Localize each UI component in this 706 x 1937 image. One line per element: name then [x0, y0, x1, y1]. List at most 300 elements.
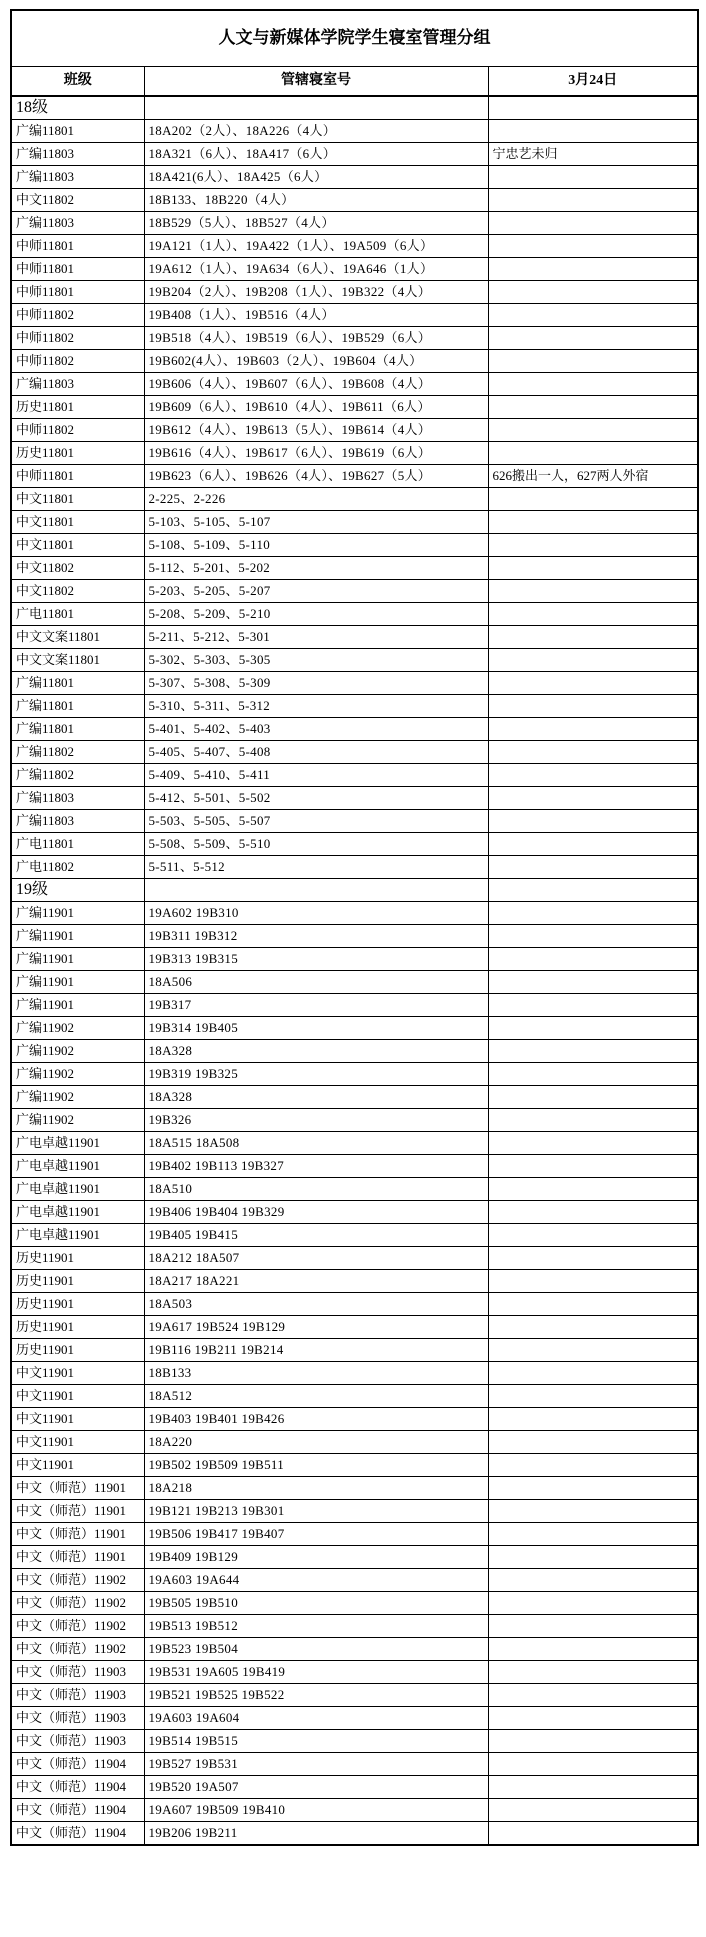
table-row	[11, 1201, 698, 1224]
rooms-cell: 19B317	[144, 994, 488, 1017]
table-row	[11, 764, 698, 787]
note-cell	[488, 626, 698, 649]
rooms-cell: 19B609（6人）、19B610（4人）、19B611（6人）	[144, 396, 488, 419]
class-cell: 历史11901	[11, 1316, 144, 1339]
class-cell: 中文（师范）11903	[11, 1661, 144, 1684]
rooms-cell: 19B527 19B531	[144, 1753, 488, 1776]
table-row	[11, 1500, 698, 1523]
class-cell: 中师11801	[11, 281, 144, 304]
rooms-cell: 18A515 18A508	[144, 1132, 488, 1155]
table-row	[11, 1132, 698, 1155]
table-row	[11, 1017, 698, 1040]
note-cell	[488, 1224, 698, 1247]
class-cell: 中文11901	[11, 1385, 144, 1408]
note-cell	[488, 1155, 698, 1178]
table-row	[11, 1408, 698, 1431]
table-row	[11, 626, 698, 649]
page-title: 人文与新媒体学院学生寝室管理分组	[11, 10, 698, 67]
rooms-cell: 19B521 19B525 19B522	[144, 1684, 488, 1707]
rooms-cell: 18A503	[144, 1293, 488, 1316]
class-cell: 广编11802	[11, 741, 144, 764]
table-row	[11, 281, 698, 304]
table-row	[11, 1155, 698, 1178]
table-row	[11, 1753, 698, 1776]
note-cell	[488, 695, 698, 718]
class-cell: 中师11802	[11, 304, 144, 327]
rooms-cell: 5-112、5-201、5-202	[144, 557, 488, 580]
section-label: 18级	[11, 96, 144, 120]
table-row	[11, 1546, 698, 1569]
note-cell	[488, 350, 698, 373]
rooms-cell: 19B204（2人）、19B208（1人）、19B322（4人）	[144, 281, 488, 304]
note-cell	[488, 1362, 698, 1385]
rooms-cell: 18A328	[144, 1040, 488, 1063]
table-row	[11, 580, 698, 603]
table-row	[11, 258, 698, 281]
note-cell	[488, 235, 698, 258]
class-cell: 广编11802	[11, 764, 144, 787]
note-cell	[488, 419, 698, 442]
note-cell	[488, 1776, 698, 1799]
table-row	[11, 534, 698, 557]
class-cell: 中文（师范）11902	[11, 1592, 144, 1615]
class-cell: 中师11802	[11, 350, 144, 373]
rooms-cell: 18B529（5人）、18B527（4人）	[144, 212, 488, 235]
class-cell: 广编11902	[11, 1109, 144, 1132]
class-cell: 中文11801	[11, 488, 144, 511]
table-row	[11, 1362, 698, 1385]
note-cell	[488, 994, 698, 1017]
note-cell	[488, 258, 698, 281]
rooms-cell: 18A506	[144, 971, 488, 994]
rooms-cell: 19B116 19B211 19B214	[144, 1339, 488, 1362]
note-cell	[488, 120, 698, 143]
table-row	[11, 603, 698, 626]
note-cell: 626搬出一人，627两人外宿	[488, 465, 698, 488]
note-cell	[488, 787, 698, 810]
rooms-cell: 18A510	[144, 1178, 488, 1201]
note-cell	[488, 1408, 698, 1431]
rooms-cell: 19B616（4人）、19B617（6人）、19B619（6人）	[144, 442, 488, 465]
rooms-cell: 5-203、5-205、5-207	[144, 580, 488, 603]
class-cell: 中文（师范）11901	[11, 1477, 144, 1500]
section-rooms-empty	[144, 879, 488, 902]
class-cell: 中文（师范）11903	[11, 1684, 144, 1707]
table-row	[11, 1569, 698, 1592]
rooms-cell: 18A328	[144, 1086, 488, 1109]
note-cell	[488, 1753, 698, 1776]
note-cell	[488, 442, 698, 465]
class-cell: 历史11901	[11, 1270, 144, 1293]
class-cell: 中师11802	[11, 419, 144, 442]
note-cell	[488, 304, 698, 327]
document-page	[10, 9, 699, 1846]
table-row	[11, 856, 698, 879]
table-row	[11, 1776, 698, 1799]
class-cell: 历史11901	[11, 1247, 144, 1270]
note-cell	[488, 1431, 698, 1454]
col-header-date: 3月24日	[488, 67, 698, 97]
dorm-management-table	[10, 9, 699, 1846]
note-cell	[488, 281, 698, 304]
class-cell: 中文（师范）11903	[11, 1707, 144, 1730]
class-cell: 广电11802	[11, 856, 144, 879]
table-row	[11, 1339, 698, 1362]
note-cell	[488, 902, 698, 925]
rooms-cell: 5-401、5-402、5-403	[144, 718, 488, 741]
class-cell: 广编11902	[11, 1063, 144, 1086]
note-cell: 宁忠艺未归	[488, 143, 698, 166]
table-row	[11, 143, 698, 166]
class-cell: 广编11803	[11, 212, 144, 235]
class-cell: 中文11901	[11, 1408, 144, 1431]
class-cell: 广编11901	[11, 902, 144, 925]
table-row	[11, 1178, 698, 1201]
rooms-cell: 5-508、5-509、5-510	[144, 833, 488, 856]
class-cell: 中文（师范）11901	[11, 1523, 144, 1546]
class-cell: 广编11803	[11, 810, 144, 833]
table-row	[11, 994, 698, 1017]
note-cell	[488, 971, 698, 994]
rooms-cell: 19B405 19B415	[144, 1224, 488, 1247]
class-cell: 广编11902	[11, 1017, 144, 1040]
rooms-cell: 19B408（1人）、19B516（4人）	[144, 304, 488, 327]
table-row	[11, 327, 698, 350]
table-row	[11, 971, 698, 994]
class-cell: 中文11802	[11, 580, 144, 603]
note-cell	[488, 948, 698, 971]
note-cell	[488, 1040, 698, 1063]
class-cell: 中师11801	[11, 465, 144, 488]
rooms-cell: 19B326	[144, 1109, 488, 1132]
table-row	[11, 350, 698, 373]
class-cell: 历史11901	[11, 1293, 144, 1316]
class-cell: 中文文案11801	[11, 649, 144, 672]
table-row	[11, 166, 698, 189]
note-cell	[488, 1500, 698, 1523]
class-cell: 中师11801	[11, 258, 144, 281]
rooms-cell: 19B612（4人）、19B613（5人）、19B614（4人）	[144, 419, 488, 442]
class-cell: 广编11901	[11, 948, 144, 971]
rooms-cell: 18A217 18A221	[144, 1270, 488, 1293]
rooms-cell: 19A602 19B310	[144, 902, 488, 925]
table-row	[11, 304, 698, 327]
note-cell	[488, 1707, 698, 1730]
rooms-cell: 19A603 19A644	[144, 1569, 488, 1592]
note-cell	[488, 1063, 698, 1086]
note-cell	[488, 1661, 698, 1684]
table-row	[11, 1592, 698, 1615]
note-cell	[488, 856, 698, 879]
rooms-cell: 5-503、5-505、5-507	[144, 810, 488, 833]
table-row	[11, 235, 698, 258]
table-row	[11, 1270, 698, 1293]
class-cell: 中文（师范）11901	[11, 1546, 144, 1569]
class-cell: 广编11801	[11, 718, 144, 741]
note-cell	[488, 580, 698, 603]
table-row	[11, 1615, 698, 1638]
class-cell: 广编11902	[11, 1086, 144, 1109]
rooms-cell: 18A421(6人）、18A425（6人）	[144, 166, 488, 189]
note-cell	[488, 741, 698, 764]
col-header-rooms: 管辖寝室号	[144, 67, 488, 97]
table-row	[11, 212, 698, 235]
rooms-cell: 19B403 19B401 19B426	[144, 1408, 488, 1431]
section-rooms-empty	[144, 96, 488, 120]
note-cell	[488, 672, 698, 695]
table-row	[11, 1477, 698, 1500]
class-cell: 中文（师范）11904	[11, 1822, 144, 1846]
class-cell: 广编11902	[11, 1040, 144, 1063]
class-cell: 中文（师范）11901	[11, 1500, 144, 1523]
header-row	[11, 67, 698, 97]
rooms-cell: 19B606（4人）、19B607（6人）、19B608（4人）	[144, 373, 488, 396]
table-row	[11, 396, 698, 419]
note-cell	[488, 810, 698, 833]
section-note-empty	[488, 96, 698, 120]
rooms-cell: 19A607 19B509 19B410	[144, 1799, 488, 1822]
table-row	[11, 442, 698, 465]
class-cell: 中文（师范）11904	[11, 1753, 144, 1776]
note-cell	[488, 764, 698, 787]
note-cell	[488, 1454, 698, 1477]
rooms-cell: 19B206 19B211	[144, 1822, 488, 1846]
rooms-cell: 19A121（1人）、19A422（1人）、19A509（6人）	[144, 235, 488, 258]
rooms-cell: 5-307、5-308、5-309	[144, 672, 488, 695]
note-cell	[488, 1316, 698, 1339]
rooms-cell: 2-225、2-226	[144, 488, 488, 511]
class-cell: 中师11802	[11, 327, 144, 350]
note-cell	[488, 511, 698, 534]
note-cell	[488, 189, 698, 212]
note-cell	[488, 1822, 698, 1846]
rooms-cell: 18A321（6人）、18A417（6人）	[144, 143, 488, 166]
rooms-cell: 19A612（1人）、19A634（6人）、19A646（1人）	[144, 258, 488, 281]
note-cell	[488, 1086, 698, 1109]
class-cell: 广编11901	[11, 971, 144, 994]
class-cell: 中文11901	[11, 1454, 144, 1477]
class-cell: 中文文案11801	[11, 626, 144, 649]
table-row	[11, 948, 698, 971]
table-row	[11, 1431, 698, 1454]
section-label: 19级	[11, 879, 144, 902]
class-cell: 中文11802	[11, 189, 144, 212]
rooms-cell: 5-405、5-407、5-408	[144, 741, 488, 764]
table-row	[11, 741, 698, 764]
class-cell: 广电卓越11901	[11, 1201, 144, 1224]
class-cell: 中文（师范）11902	[11, 1638, 144, 1661]
table-row	[11, 1523, 698, 1546]
note-cell	[488, 1592, 698, 1615]
table-row	[11, 511, 698, 534]
class-cell: 广电11801	[11, 833, 144, 856]
note-cell	[488, 603, 698, 626]
section-header-row	[11, 879, 698, 902]
table-row	[11, 1040, 698, 1063]
note-cell	[488, 1523, 698, 1546]
class-cell: 广电11801	[11, 603, 144, 626]
class-cell: 历史11901	[11, 1339, 144, 1362]
note-cell	[488, 1178, 698, 1201]
table-row	[11, 672, 698, 695]
class-cell: 广编11803	[11, 166, 144, 189]
class-cell: 中文11901	[11, 1362, 144, 1385]
class-cell: 中文（师范）11903	[11, 1730, 144, 1753]
table-row	[11, 419, 698, 442]
rooms-cell: 19B409 19B129	[144, 1546, 488, 1569]
table-row	[11, 1799, 698, 1822]
class-cell: 广编11801	[11, 672, 144, 695]
note-cell	[488, 1569, 698, 1592]
note-cell	[488, 1546, 698, 1569]
class-cell: 历史11801	[11, 396, 144, 419]
note-cell	[488, 1017, 698, 1040]
rooms-cell: 5-211、5-212、5-301	[144, 626, 488, 649]
table-row	[11, 1684, 698, 1707]
section-header-row	[11, 96, 698, 120]
col-header-class: 班级	[11, 67, 144, 97]
class-cell: 广电卓越11901	[11, 1155, 144, 1178]
rooms-cell: 18A512	[144, 1385, 488, 1408]
class-cell: 中文（师范）11904	[11, 1776, 144, 1799]
note-cell	[488, 1247, 698, 1270]
note-cell	[488, 1270, 698, 1293]
table-row	[11, 1385, 698, 1408]
rooms-cell: 19B531 19A605 19B419	[144, 1661, 488, 1684]
class-cell: 中文（师范）11902	[11, 1615, 144, 1638]
class-cell: 中文11802	[11, 557, 144, 580]
table-row	[11, 695, 698, 718]
rooms-cell: 5-208、5-209、5-210	[144, 603, 488, 626]
rooms-cell: 19B506 19B417 19B407	[144, 1523, 488, 1546]
note-cell	[488, 212, 698, 235]
note-cell	[488, 1730, 698, 1753]
class-cell: 广编11901	[11, 994, 144, 1017]
note-cell	[488, 1615, 698, 1638]
note-cell	[488, 1684, 698, 1707]
note-cell	[488, 833, 698, 856]
rooms-cell: 18B133	[144, 1362, 488, 1385]
note-cell	[488, 1339, 698, 1362]
rooms-cell: 19B313 19B315	[144, 948, 488, 971]
rooms-cell: 5-103、5-105、5-107	[144, 511, 488, 534]
table-row	[11, 1638, 698, 1661]
table-row	[11, 557, 698, 580]
note-cell	[488, 925, 698, 948]
table-row	[11, 1454, 698, 1477]
table-row	[11, 1293, 698, 1316]
table-row	[11, 120, 698, 143]
rooms-cell: 18A202（2人）、18A226（4人）	[144, 120, 488, 143]
section-note-empty	[488, 879, 698, 902]
class-cell: 广编11801	[11, 695, 144, 718]
class-cell: 中文（师范）11904	[11, 1799, 144, 1822]
table-row	[11, 1730, 698, 1753]
rooms-cell: 5-511、5-512	[144, 856, 488, 879]
class-cell: 广电卓越11901	[11, 1178, 144, 1201]
class-cell: 中文11801	[11, 534, 144, 557]
note-cell	[488, 1638, 698, 1661]
class-cell: 中文（师范）11902	[11, 1569, 144, 1592]
note-cell	[488, 1109, 698, 1132]
note-cell	[488, 373, 698, 396]
rooms-cell: 19B502 19B509 19B511	[144, 1454, 488, 1477]
table-row	[11, 833, 698, 856]
table-row	[11, 1247, 698, 1270]
rooms-cell: 19A617 19B524 19B129	[144, 1316, 488, 1339]
note-cell	[488, 649, 698, 672]
table-row	[11, 189, 698, 212]
rooms-cell: 19B121 19B213 19B301	[144, 1500, 488, 1523]
note-cell	[488, 534, 698, 557]
table-row	[11, 718, 698, 741]
table-row	[11, 810, 698, 833]
table-row	[11, 902, 698, 925]
table-row	[11, 373, 698, 396]
rooms-cell: 19B402 19B113 19B327	[144, 1155, 488, 1178]
rooms-cell: 5-302、5-303、5-305	[144, 649, 488, 672]
note-cell	[488, 1477, 698, 1500]
rooms-cell: 19B514 19B515	[144, 1730, 488, 1753]
class-cell: 广编11803	[11, 787, 144, 810]
note-cell	[488, 488, 698, 511]
rooms-cell: 19B505 19B510	[144, 1592, 488, 1615]
rooms-cell: 5-310、5-311、5-312	[144, 695, 488, 718]
rooms-cell: 5-409、5-410、5-411	[144, 764, 488, 787]
table-row	[11, 925, 698, 948]
class-cell: 中师11801	[11, 235, 144, 258]
note-cell	[488, 1201, 698, 1224]
rooms-cell: 5-108、5-109、5-110	[144, 534, 488, 557]
note-cell	[488, 1132, 698, 1155]
rooms-cell: 5-412、5-501、5-502	[144, 787, 488, 810]
rooms-cell: 19B518（4人）、19B519（6人）、19B529（6人）	[144, 327, 488, 350]
class-cell: 广编11803	[11, 373, 144, 396]
note-cell	[488, 327, 698, 350]
note-cell	[488, 1385, 698, 1408]
rooms-cell: 19B319 19B325	[144, 1063, 488, 1086]
table-row	[11, 1224, 698, 1247]
table-row	[11, 787, 698, 810]
rooms-cell: 19B314 19B405	[144, 1017, 488, 1040]
table-row	[11, 1086, 698, 1109]
rooms-cell: 18A220	[144, 1431, 488, 1454]
class-cell: 历史11801	[11, 442, 144, 465]
table-row	[11, 1707, 698, 1730]
table-row	[11, 1822, 698, 1846]
class-cell: 中文11901	[11, 1431, 144, 1454]
rooms-cell: 19B623（6人）、19B626（4人）、19B627（5人）	[144, 465, 488, 488]
class-cell: 广编11803	[11, 143, 144, 166]
table-row	[11, 1063, 698, 1086]
class-cell: 广编11801	[11, 120, 144, 143]
rooms-cell: 18B133、18B220（4人）	[144, 189, 488, 212]
table-row	[11, 649, 698, 672]
table-row	[11, 465, 698, 488]
note-cell	[488, 166, 698, 189]
rooms-cell: 19B520 19A507	[144, 1776, 488, 1799]
title-row	[11, 10, 698, 67]
class-cell: 广电卓越11901	[11, 1132, 144, 1155]
class-cell: 广编11901	[11, 925, 144, 948]
note-cell	[488, 718, 698, 741]
table-row	[11, 1661, 698, 1684]
note-cell	[488, 1293, 698, 1316]
note-cell	[488, 396, 698, 419]
class-cell: 广电卓越11901	[11, 1224, 144, 1247]
note-cell	[488, 1799, 698, 1822]
rooms-cell: 19A603 19A604	[144, 1707, 488, 1730]
